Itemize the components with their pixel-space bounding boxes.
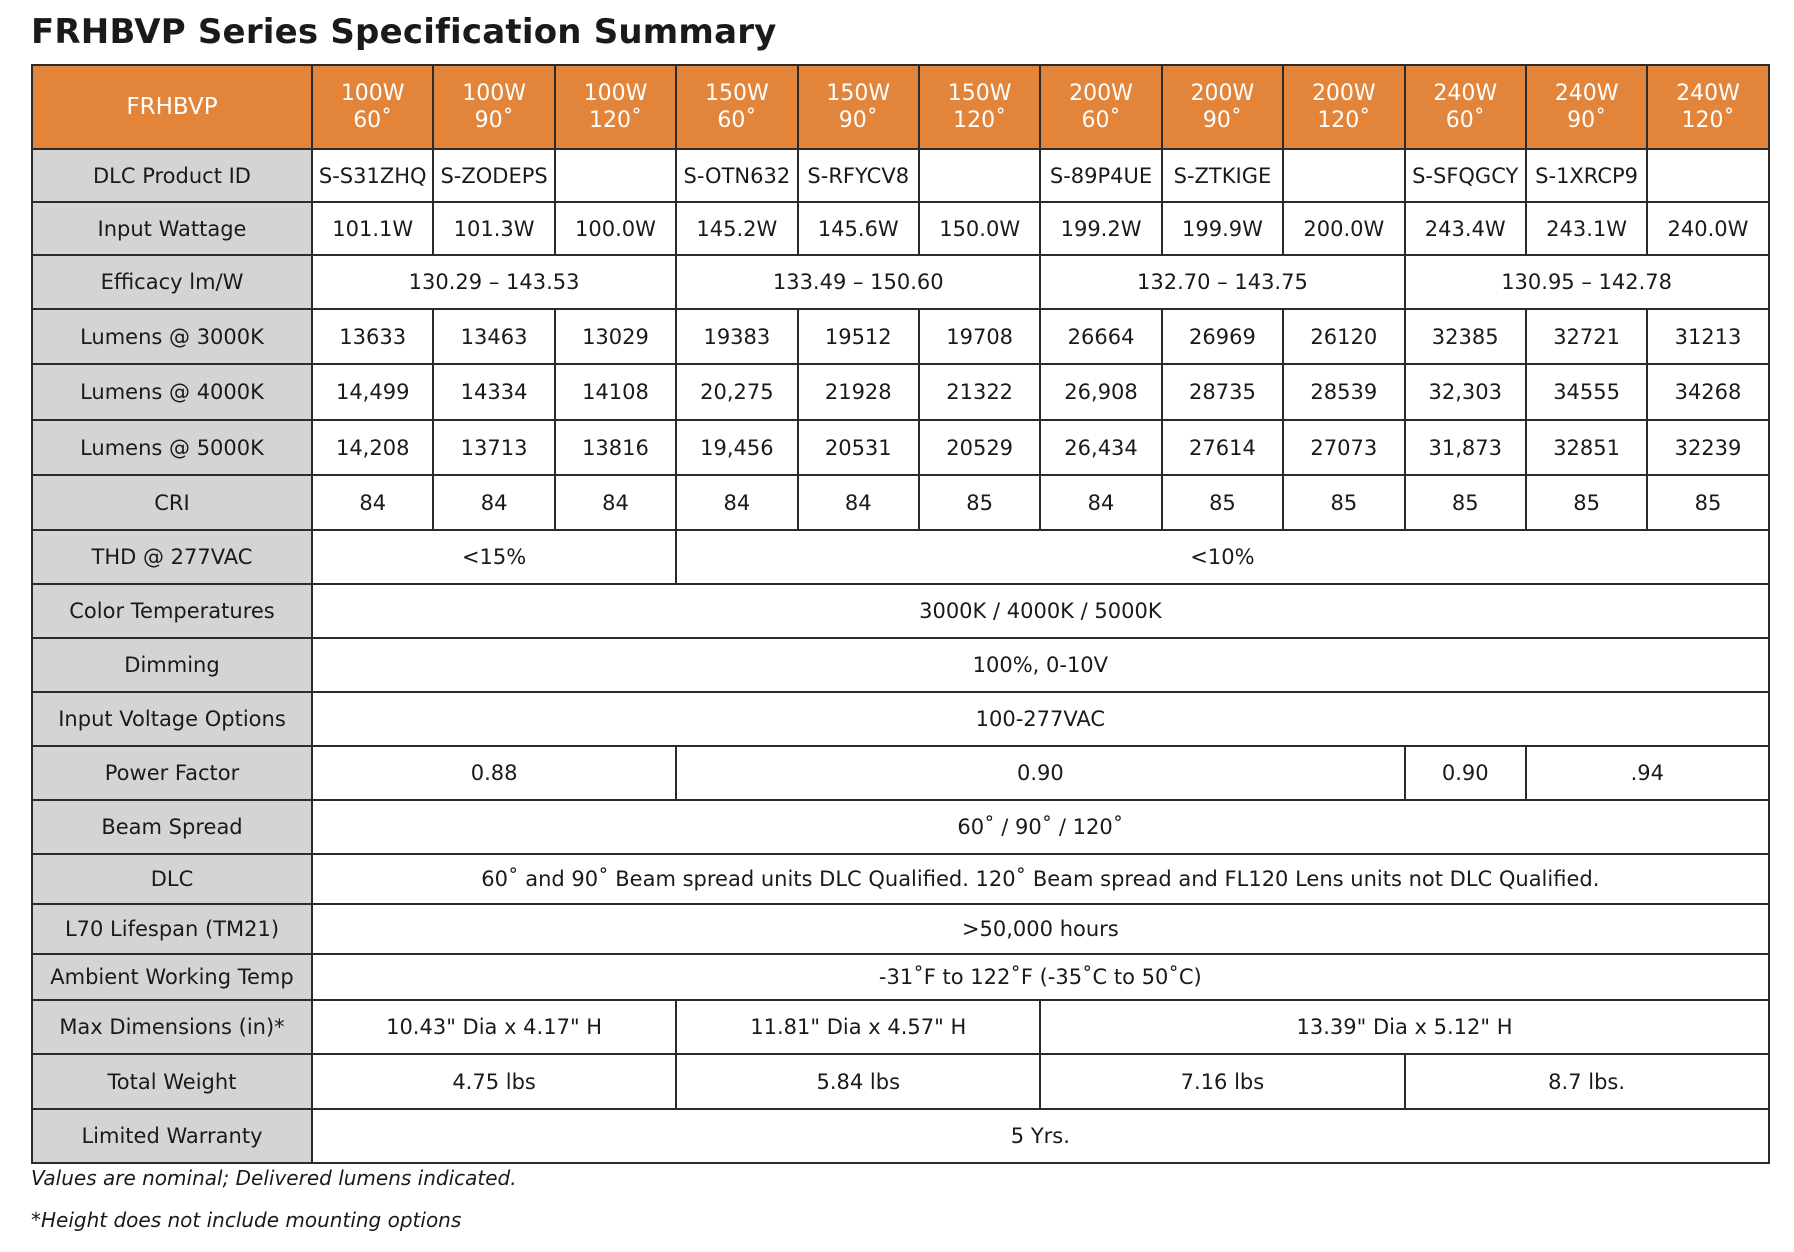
header-cell [433, 65, 554, 149]
header-angle: 90˚ [474, 108, 514, 133]
row-ambient-temp [32, 954, 1769, 1000]
table-cell: 133.49 – 150.60 [676, 255, 1040, 309]
table-cell: 34268 [1647, 364, 1768, 420]
row-power-factor [32, 746, 1769, 800]
table-cell: 20,275 [676, 364, 797, 420]
table-cell: 27073 [1283, 420, 1404, 475]
row-input-wattage [32, 202, 1769, 255]
table-cell: 145.2W [676, 202, 797, 255]
table-cell: 31213 [1647, 309, 1768, 364]
table-cell: 21928 [798, 364, 919, 420]
header-angle: 60˚ [717, 108, 757, 133]
row-dlc [32, 854, 1769, 904]
table-cell: 0.88 [312, 746, 676, 800]
table-cell: 8.7 lbs. [1405, 1054, 1769, 1109]
row-label: DLC Product ID [32, 149, 312, 202]
table-cell: 13463 [433, 309, 554, 364]
table-cell: 101.1W [312, 202, 433, 255]
header-cell [676, 65, 797, 149]
table-cell: 31,873 [1405, 420, 1526, 475]
table-cell: 21322 [919, 364, 1040, 420]
table-cell: 150.0W [919, 202, 1040, 255]
row-max-dimensions [32, 1000, 1769, 1054]
row-label: Beam Spread [32, 800, 312, 854]
table-cell: 3000K / 4000K / 5000K [312, 584, 1769, 638]
table-cell: 199.9W [1162, 202, 1283, 255]
header-watt: 100W [462, 81, 526, 106]
row-beam-spread [32, 800, 1769, 854]
table-cell: 85 [1162, 475, 1283, 530]
table-cell: S-89P4UE [1040, 149, 1161, 202]
row-label: L70 Lifespan (TM21) [32, 904, 312, 954]
table-cell: 101.3W [433, 202, 554, 255]
table-cell: 5.84 lbs [676, 1054, 1040, 1109]
table-cell: S-ZTKIGE [1162, 149, 1283, 202]
header-watt: 150W [826, 81, 891, 106]
table-cell: 34555 [1526, 364, 1647, 420]
table-cell: 145.6W [798, 202, 919, 255]
header-corner: FRHBVP [32, 65, 312, 149]
header-angle: 90˚ [838, 108, 878, 133]
header-cell [1283, 65, 1404, 149]
table-cell [555, 149, 676, 202]
row-lumens-5000k [32, 420, 1769, 475]
header-watt: 240W [1433, 81, 1498, 106]
table-cell: 4.75 lbs [312, 1054, 676, 1109]
table-cell: 13.39" Dia x 5.12" H [1040, 1000, 1768, 1054]
row-label: Efficacy lm/W [32, 255, 312, 309]
table-cell: 32239 [1647, 420, 1768, 475]
page-title: FRHBVP Series Specification Summary [31, 12, 777, 52]
table-cell: S-ZODEPS [433, 149, 554, 202]
row-dimming [32, 638, 1769, 692]
table-cell: 26,434 [1040, 420, 1161, 475]
table-cell: 32,303 [1405, 364, 1526, 420]
header-cell [312, 65, 433, 149]
header-cell [919, 65, 1040, 149]
table-cell: 26664 [1040, 309, 1161, 364]
row-label: Limited Warranty [32, 1109, 312, 1163]
header-angle: 90˚ [1567, 108, 1607, 133]
header-watt: 100W [340, 81, 405, 106]
header-cell [1647, 65, 1768, 149]
table-cell: 85 [1283, 475, 1404, 530]
table-cell [1283, 149, 1404, 202]
table-cell: 84 [312, 475, 433, 530]
row-label: Ambient Working Temp [32, 954, 312, 1000]
table-cell: 130.29 – 143.53 [312, 255, 676, 309]
table-cell [919, 149, 1040, 202]
header-watt: 240W [1554, 81, 1619, 106]
table-cell: 60˚ / 90˚ / 120˚ [312, 800, 1769, 854]
row-efficacy [32, 255, 1769, 309]
header-cell [798, 65, 919, 149]
table-cell: 0.90 [1405, 746, 1526, 800]
table-cell: 84 [798, 475, 919, 530]
row-total-weight [32, 1054, 1769, 1109]
header-cell [555, 65, 676, 149]
table-cell: 14,208 [312, 420, 433, 475]
header-watt: 200W [1190, 81, 1255, 106]
table-cell: 27614 [1162, 420, 1283, 475]
table-cell: 85 [1405, 475, 1526, 530]
spec-table [31, 64, 1770, 1164]
row-cri [32, 475, 1769, 530]
table-cell: 14108 [555, 364, 676, 420]
row-lifespan [32, 904, 1769, 954]
table-cell: 100-277VAC [312, 692, 1769, 746]
table-cell: 28539 [1283, 364, 1404, 420]
table-cell: <10% [676, 530, 1769, 584]
table-cell: 26120 [1283, 309, 1404, 364]
table-cell: -31˚F to 122˚F (-35˚C to 50˚C) [312, 954, 1769, 1000]
table-cell: 240.0W [1647, 202, 1768, 255]
header-cell [1162, 65, 1283, 149]
row-label: DLC [32, 854, 312, 904]
table-cell: 19512 [798, 309, 919, 364]
table-cell: 26,908 [1040, 364, 1161, 420]
table-cell: 32721 [1526, 309, 1647, 364]
table-cell: 85 [1647, 475, 1768, 530]
table-cell: 14334 [433, 364, 554, 420]
table-cell: 200.0W [1283, 202, 1404, 255]
table-cell: S-SFQGCY [1405, 149, 1526, 202]
table-cell: 13816 [555, 420, 676, 475]
header-angle: 120˚ [588, 108, 642, 133]
row-label: Input Wattage [32, 202, 312, 255]
table-cell: 26969 [1162, 309, 1283, 364]
table-cell: 130.95 – 142.78 [1405, 255, 1769, 309]
table-cell: 19,456 [676, 420, 797, 475]
table-cell: 11.81" Dia x 4.57" H [676, 1000, 1040, 1054]
row-label: Power Factor [32, 746, 312, 800]
header-watt: 200W [1069, 81, 1133, 106]
header-cell [1405, 65, 1526, 149]
header-row [32, 65, 1769, 149]
row-label: CRI [32, 475, 312, 530]
table-cell: 84 [555, 475, 676, 530]
table-cell: 20529 [919, 420, 1040, 475]
table-cell: 100%, 0-10V [312, 638, 1769, 692]
table-cell: 32385 [1405, 309, 1526, 364]
table-cell: 13633 [312, 309, 433, 364]
header-angle: 120˚ [1317, 108, 1371, 133]
table-cell: S-OTN632 [676, 149, 797, 202]
header-watt: 150W [704, 81, 769, 106]
row-limited-warranty [32, 1109, 1769, 1163]
table-cell: 85 [1526, 475, 1647, 530]
header-angle: 90˚ [1202, 108, 1242, 133]
header-watt: 100W [583, 81, 648, 106]
table-cell: <15% [312, 530, 676, 584]
header-watt: 150W [947, 81, 1012, 106]
table-cell: S-S31ZHQ [312, 149, 433, 202]
table-cell: 84 [1040, 475, 1161, 530]
header-watt: 240W [1676, 81, 1740, 106]
table-cell: 13029 [555, 309, 676, 364]
header-angle: 120˚ [1681, 108, 1735, 133]
table-cell: 32851 [1526, 420, 1647, 475]
table-cell: 85 [919, 475, 1040, 530]
row-label: Max Dimensions (in)* [32, 1000, 312, 1054]
table-cell: 13713 [433, 420, 554, 475]
header-angle: 60˚ [353, 108, 393, 133]
header-angle: 60˚ [1445, 108, 1485, 133]
table-cell: S-1XRCP9 [1526, 149, 1647, 202]
row-label: Lumens @ 5000K [32, 420, 312, 475]
row-label: Input Voltage Options [32, 692, 312, 746]
table-cell: 28735 [1162, 364, 1283, 420]
table-cell: 60˚ and 90˚ Beam spread units DLC Qualified. 120˚ Beam spread and FL120 Lens units not DLC Qualified. [312, 854, 1769, 904]
table-cell: 14,499 [312, 364, 433, 420]
table-cell: 84 [676, 475, 797, 530]
table-cell: 10.43" Dia x 4.17" H [312, 1000, 676, 1054]
table-cell: 199.2W [1040, 202, 1161, 255]
header-watt: 200W [1311, 81, 1376, 106]
table-cell [1647, 149, 1768, 202]
table-cell: 5 Yrs. [312, 1109, 1769, 1163]
row-label: Dimming [32, 638, 312, 692]
table-cell: 20531 [798, 420, 919, 475]
footnote-height: *Height does not include mounting options [31, 1208, 462, 1232]
table-cell: 132.70 – 143.75 [1040, 255, 1404, 309]
table-cell: 84 [433, 475, 554, 530]
table-cell: >50,000 hours [312, 904, 1769, 954]
row-label: THD @ 277VAC [32, 530, 312, 584]
table-cell: .94 [1526, 746, 1769, 800]
table-cell: 100.0W [555, 202, 676, 255]
header-angle: 60˚ [1081, 108, 1121, 133]
table-cell: 19708 [919, 309, 1040, 364]
row-thd [32, 530, 1769, 584]
table-cell: 19383 [676, 309, 797, 364]
header-angle: 120˚ [953, 108, 1007, 133]
row-lumens-4000k [32, 364, 1769, 420]
row-dlc-product-id [32, 149, 1769, 202]
footnote-nominal: Values are nominal; Delivered lumens indicated. [31, 1166, 517, 1190]
row-label: Lumens @ 4000K [32, 364, 312, 420]
row-lumens-3000k [32, 309, 1769, 364]
table-cell: 7.16 lbs [1040, 1054, 1404, 1109]
table-cell: 243.4W [1405, 202, 1526, 255]
row-input-voltage [32, 692, 1769, 746]
row-label: Total Weight [32, 1054, 312, 1109]
table-cell: S-RFYCV8 [798, 149, 919, 202]
header-cell [1040, 65, 1161, 149]
row-color-temperatures [32, 584, 1769, 638]
row-label: Lumens @ 3000K [32, 309, 312, 364]
header-cell [1526, 65, 1647, 149]
table-cell: 243.1W [1526, 202, 1647, 255]
table-cell: 0.90 [676, 746, 1404, 800]
row-label: Color Temperatures [32, 584, 312, 638]
